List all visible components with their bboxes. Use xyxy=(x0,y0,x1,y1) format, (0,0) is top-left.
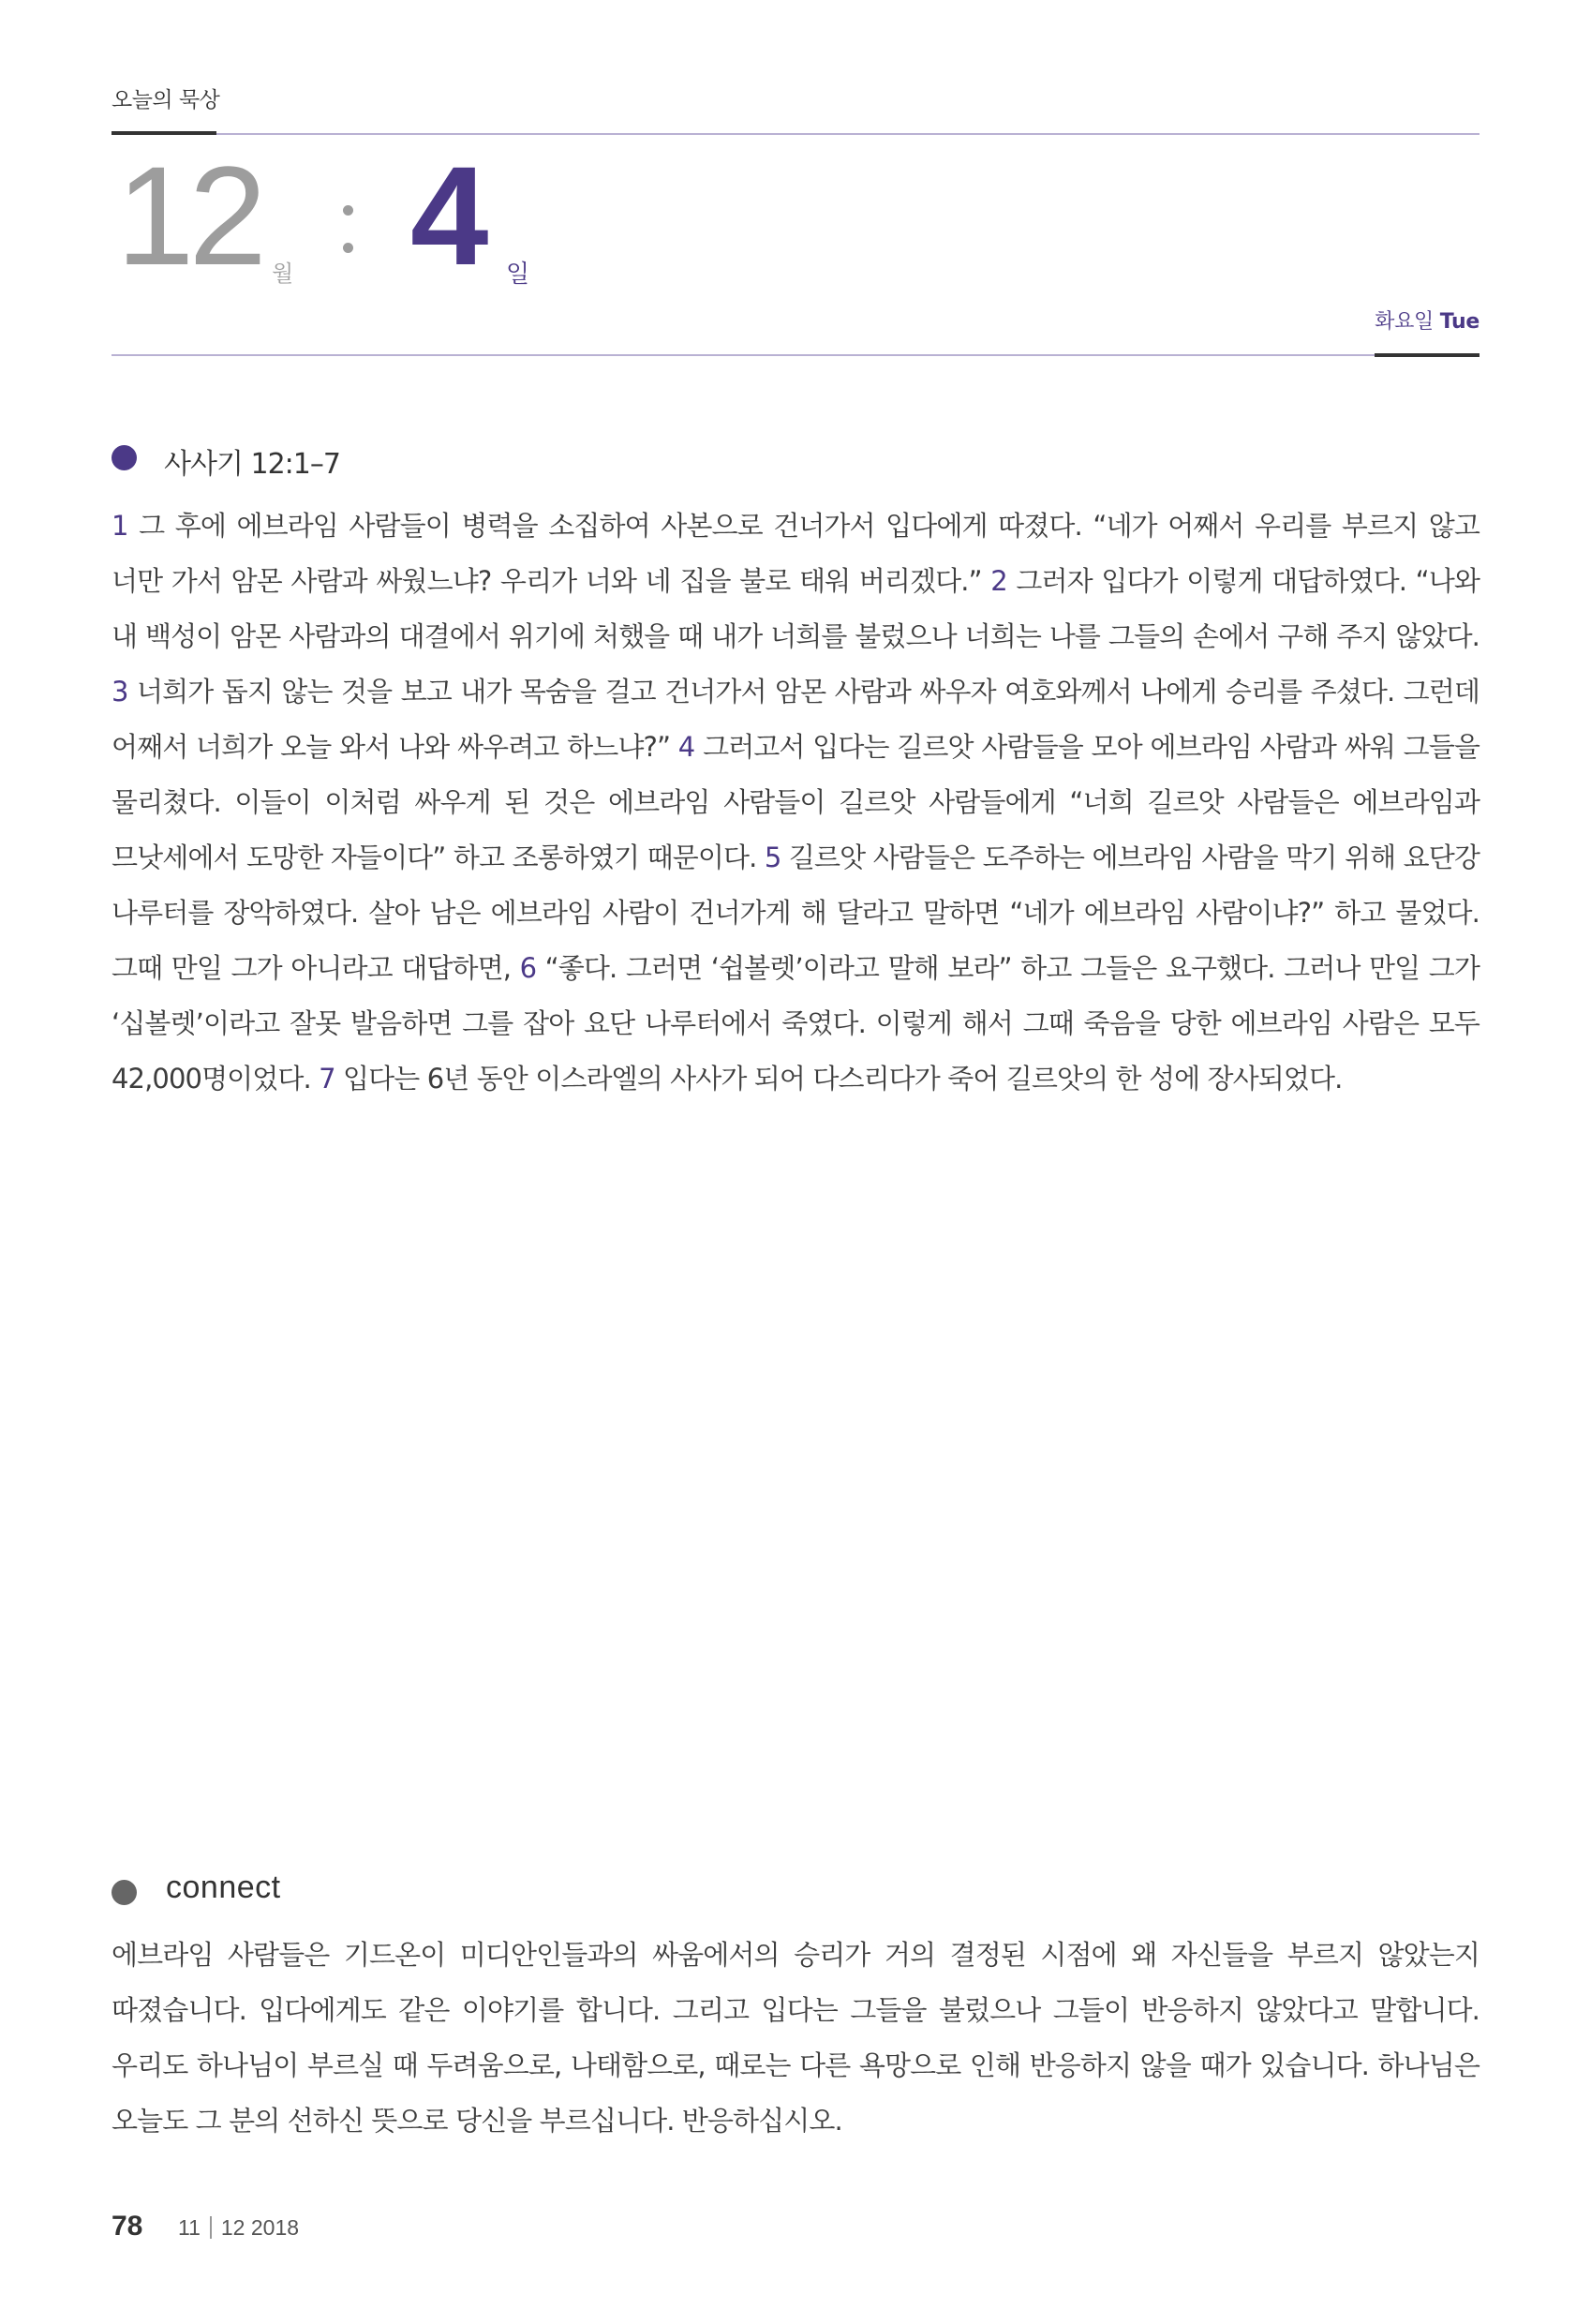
colon-dot-bottom xyxy=(343,243,353,253)
verse-number: 1 xyxy=(112,510,128,542)
verse-text: 길르앗 사람들은 도주하는 에브라임 사람을 막기 위해 요단강 나루터를 장악하였다. 살아 남은 에브라임 사람이 건너가게 해 달라고 말하면 “네가 에브라임 사람이냐?” 하고 물었다. 그때 만일 그가 아니라고 대답하면, xyxy=(112,842,1479,984)
weekday-underline xyxy=(1375,353,1479,357)
verse-text: 그러자 입다가 이렇게 대답하였다. “나와 내 백성이 암몬 사람과의 대결에서 위기에 처했을 때 내가 너희를 불렀으나 너희는 나를 그들의 손에서 구해 주지 않았다. xyxy=(112,565,1479,652)
day-unit: 일 xyxy=(506,261,530,289)
scripture-body xyxy=(112,499,1479,1107)
scripture-bullet-icon xyxy=(112,445,137,470)
scripture-reference: 사사기 12:1–7 xyxy=(164,448,340,481)
verse-number: 2 xyxy=(990,565,1007,597)
verse-text: 그 후에 에브라임 사람들이 병력을 소집하여 사본으로 건너가서 입다에게 따졌다. “네가 어째서 우리를 부르지 않고 너만 가서 암몬 사람과 싸웠느냐? 우리가 너와 네 집을 불로 태워 버리겠다.” xyxy=(112,510,1479,597)
verse-number: 6 xyxy=(519,952,537,984)
weekday-english: Tue xyxy=(1439,310,1479,334)
issue-info xyxy=(178,2215,299,2241)
connect-bullet-icon xyxy=(112,1880,137,1905)
month-unit: 월 xyxy=(272,261,294,287)
verse-text: 그러고서 입다는 길르앗 사람들을 모아 에브라임 사람과 싸워 그들을 물리쳤다. 이들이 이처럼 싸우게 된 것은 에브라임 사람들이 길르앗 사람들에게 “너희 길르앗 사람들은 에브라임과 므낫세에서 도망한 자들이다” 하고 조롱하였기 때문이다. xyxy=(112,731,1479,873)
issue-months: 11 xyxy=(178,2215,201,2240)
month-number: 12 xyxy=(116,137,261,294)
weekday-korean: 화요일 xyxy=(1375,310,1435,334)
verse-number: 3 xyxy=(112,676,128,708)
verse-text: “좋다. 그러면 ‘쉽볼렛’이라고 말해 보라” 하고 그들은 요구했다. 그러나 만일 그가 ‘십볼렛’이라고 잘못 발음하면 그를 잡아 요단 나루터에서 죽였다. 이렇게 해서 그때 죽음을 당한 에브라임 사람은 모두 42,000명이었다. xyxy=(112,952,1479,1095)
section-label-underline xyxy=(112,131,216,135)
issue-divider xyxy=(210,2216,212,2239)
issue-year: 12 2018 xyxy=(220,2215,300,2240)
verse-number: 7 xyxy=(319,1063,335,1095)
weekday xyxy=(1375,305,1479,335)
section-label: 오늘의 묵상 xyxy=(112,88,220,112)
top-rule xyxy=(112,133,1479,135)
page-number: 78 xyxy=(112,2211,143,2242)
header-bottom-rule xyxy=(112,354,1479,356)
day-number: 4 xyxy=(410,137,489,294)
verse-number: 5 xyxy=(764,842,781,873)
connect-heading: connect xyxy=(166,1870,281,1905)
verse-text: 너희가 돕지 않는 것을 보고 내가 목숨을 걸고 건너가서 암몬 사람과 싸우자 여호와께서 나에게 승리를 주셨다. 그런데 어째서 너희가 오늘 와서 나와 싸우려고 하느냐?” xyxy=(112,676,1479,763)
colon-dot-top xyxy=(343,205,353,216)
verse-number: 4 xyxy=(677,731,695,763)
connect-body: 에브라임 사람들은 기드온이 미디안인들과의 싸움에서의 승리가 거의 결정된 시점에 왜 자신들을 부르지 않았는지 따졌습니다. 입다에게도 같은 이야기를 합니다. 그리고 입다는 그들을 불렀으나 그들이 반응하지 않았다고 말합니다. 우리도 하나님이 부르실 때 두려움으로, 나태함으로, 때로는 다른 욕망으로 인해 반응하지 않을 때가 있습니다. 하나님은 오늘도 그 분의 선하신 뜻으로 당신을 부르십니다. 반응하십시오. xyxy=(112,1939,1479,2137)
verse-text: 입다는 6년 동안 이스라엘의 사사가 되어 다스리다가 죽어 길르앗의 한 성에 장사되었다. xyxy=(335,1063,1343,1095)
